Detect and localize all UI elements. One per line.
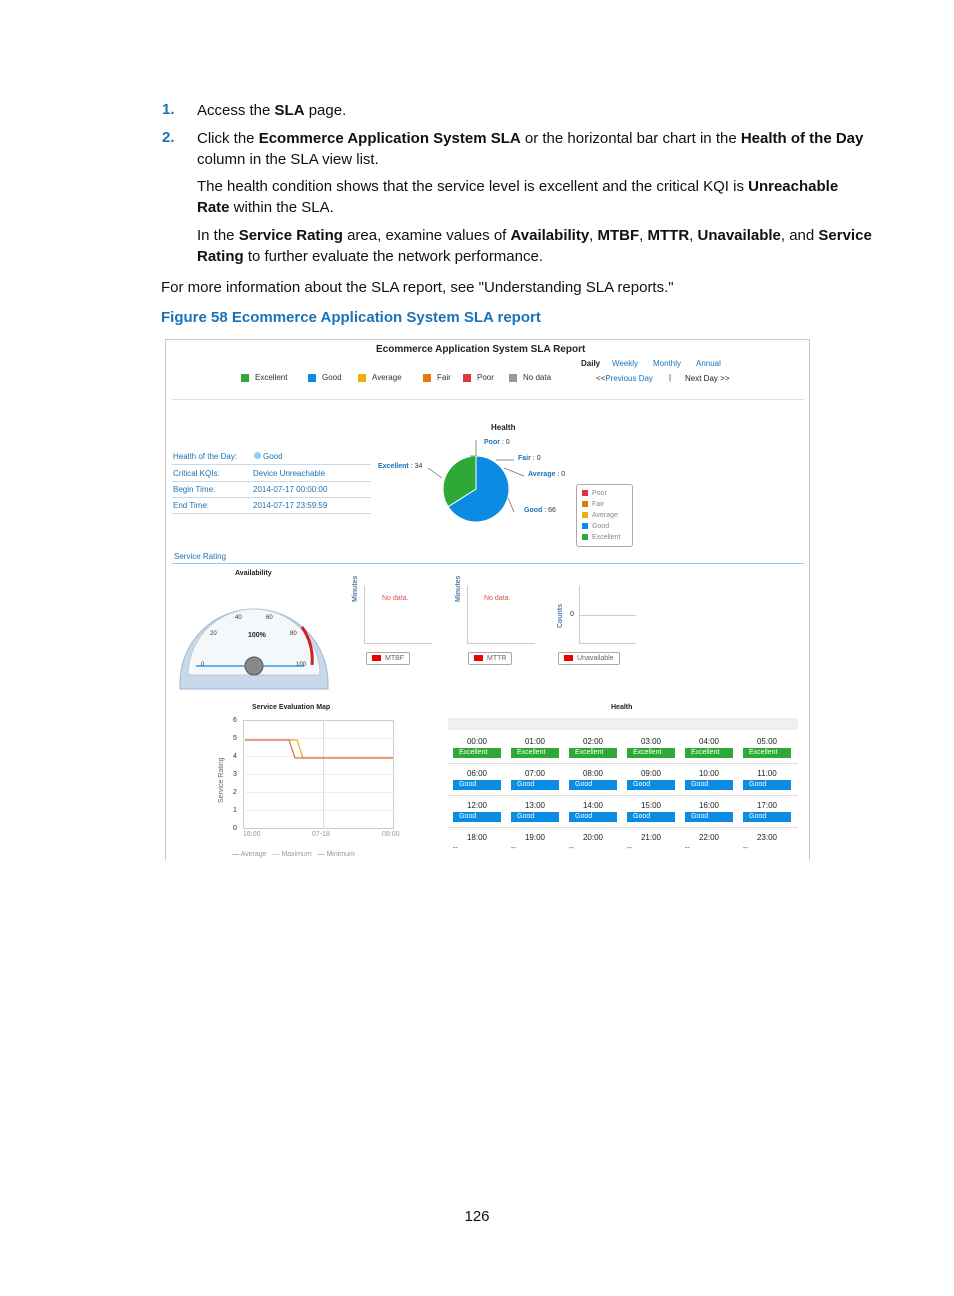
step-text-bold: SLA [274, 102, 305, 119]
period-annual[interactable]: Annual [696, 359, 721, 368]
hour-cell[interactable] [627, 801, 675, 822]
page-number: 126 [464, 1208, 490, 1225]
para-bold: Rating [197, 248, 244, 265]
period-daily[interactable]: Daily [581, 359, 601, 368]
eval-map-ylabel: Service Rating [218, 757, 225, 803]
para-part: In the [197, 227, 239, 244]
hour-status: Good [743, 780, 791, 790]
hour-time: 09:00 [640, 769, 662, 778]
pie-slices [443, 456, 509, 522]
legend-poor [463, 373, 494, 382]
hour-status: Excellent [685, 748, 733, 758]
hour-cell[interactable] [743, 737, 791, 758]
step-text-part: or the horizontal bar chart in the [520, 130, 741, 147]
hour-cell[interactable] [685, 737, 733, 758]
hour-time: 20:00 [582, 833, 604, 842]
hour-cell[interactable] [627, 769, 675, 790]
slice-value: 0 [505, 439, 510, 446]
gauge-tick: 80 [290, 631, 297, 637]
hour-status: Good [511, 780, 559, 790]
pie-legend-list [582, 488, 632, 543]
good-dot-icon [254, 452, 261, 459]
info-key: Critical KQIs: [173, 469, 220, 478]
step-text-part: Access the [197, 102, 275, 119]
para-bold: Unreachable [748, 178, 839, 195]
legend-label: Average [240, 851, 267, 858]
hour-time: 05:00 [756, 737, 778, 746]
legend-average [358, 373, 402, 382]
unavailable-legend [558, 652, 620, 665]
legend-label: Fair [437, 373, 451, 382]
hour-cell[interactable] [453, 769, 501, 790]
legend-label: Average [372, 373, 402, 382]
hour-time: 02:00 [582, 737, 604, 746]
info-key: Begin Time: [173, 485, 216, 494]
hour-cell[interactable] [453, 801, 501, 822]
hour-status: Excellent [743, 748, 791, 758]
unavailable-zero: 0 [570, 611, 574, 618]
hour-cell[interactable] [627, 737, 675, 758]
header-divider [172, 399, 804, 400]
health-grid-header [448, 718, 798, 730]
period-monthly[interactable]: Monthly [653, 359, 682, 368]
legend-label: Poor [592, 490, 607, 497]
slice-name: Poor [484, 439, 500, 446]
gauge-hub [245, 657, 263, 675]
eval-legend [232, 851, 355, 858]
hour-status: -- [627, 845, 632, 852]
period-weekly[interactable]: Weekly [612, 359, 639, 368]
legend-label: MTTR [487, 655, 507, 662]
unavailable-zero-line [580, 615, 636, 616]
hour-cell[interactable] [743, 833, 791, 854]
eval-map-plot [243, 720, 395, 832]
legend-swatch [358, 374, 366, 382]
hour-status: Good [453, 812, 501, 822]
info-divider [172, 464, 371, 465]
para-bold: Unavailable [697, 227, 781, 244]
pie-leader-line [508, 498, 514, 512]
hour-time: 06:00 [466, 769, 488, 778]
hour-time: 08:00 [582, 769, 604, 778]
step-text-part: Click the [197, 130, 259, 147]
pie-label-poor: Poor : 0 [484, 439, 510, 446]
legend-swatch [372, 655, 381, 661]
gauge-tick: 0 [201, 662, 205, 668]
eval-ytick: 5 [233, 735, 237, 742]
step-text-part: page. [304, 102, 347, 119]
average-legend-swatch: — [232, 851, 239, 858]
pie-legend-item [582, 499, 632, 510]
service-rating-heading: Service Rating [174, 552, 227, 561]
more-info-paragraph: For more information about the SLA report, see "Understanding SLA reports." [161, 279, 674, 296]
pie-legend-item [582, 521, 632, 532]
hour-status: Excellent [569, 748, 617, 758]
sla-report-screenshot [165, 339, 810, 860]
pie-label-fair: Fair : 0 [518, 455, 541, 462]
hour-cell[interactable] [511, 833, 559, 854]
next-day-label: Next Day [685, 374, 718, 383]
step-text-bold: Ecommerce Application System SLA [258, 130, 521, 147]
legend-label: MTBF [385, 655, 405, 662]
legend-swatch [308, 374, 316, 382]
legend-swatch [463, 374, 471, 382]
hour-status: Good [511, 812, 559, 822]
legend-label: Minimum [326, 851, 355, 858]
health-paragraph [197, 176, 877, 218]
hour-time: 01:00 [524, 737, 546, 746]
previous-day-link[interactable] [596, 374, 653, 383]
legend-label: Maximum [281, 851, 312, 858]
gauge-value: 100% [248, 632, 266, 639]
hour-row-divider [448, 827, 798, 828]
mtbf-ylabel: Minutes [352, 575, 359, 602]
legend-no-data [509, 373, 551, 382]
legend-label: No data [523, 373, 552, 382]
previous-day-label: Previous Day [605, 374, 653, 383]
legend-swatch [241, 374, 249, 382]
hour-status: -- [511, 845, 516, 852]
legend-label: Good [322, 373, 342, 382]
para-part: , [689, 227, 698, 244]
eval-ytick: 1 [233, 807, 237, 814]
para-part: , and [780, 227, 819, 244]
hour-status: -- [453, 845, 458, 852]
hour-cell[interactable] [569, 737, 617, 758]
info-divider [172, 481, 371, 482]
hour-cell[interactable] [453, 737, 501, 758]
info-key: Health of the Day: [173, 452, 238, 461]
para-bold: Service Rating [238, 227, 343, 244]
health-grid-title: Health [611, 704, 633, 711]
legend-label: Fair [592, 501, 605, 508]
step-text [197, 100, 346, 121]
slice-name: Average [528, 471, 556, 478]
hour-status: -- [685, 845, 690, 852]
availability-title: Availability [235, 570, 272, 577]
para-part: to further evaluate the network performance. [243, 248, 543, 265]
hour-cell[interactable] [511, 737, 559, 758]
eval-xtick: 08:00 [382, 831, 400, 838]
para-bold: Rate [197, 199, 230, 216]
hour-time: 03:00 [640, 737, 662, 746]
pie-label-average: Average : 0 [528, 471, 566, 478]
report-title: Ecommerce Application System SLA Report [376, 344, 586, 355]
slice-name: Good [524, 507, 543, 514]
slice-value: 0 [561, 471, 566, 478]
hour-cell[interactable] [685, 769, 733, 790]
hour-status: Good [743, 812, 791, 822]
para-part: area, examine values of [342, 227, 511, 244]
hour-cell[interactable] [569, 769, 617, 790]
eval-map-title: Service Evaluation Map [252, 704, 331, 711]
hour-time: 21:00 [640, 833, 662, 842]
hour-time: 19:00 [524, 833, 546, 842]
health-pie-chart [366, 430, 596, 530]
pie-legend-item [582, 510, 632, 521]
eval-xtick: 16:00 [243, 831, 261, 838]
hour-time: 17:00 [756, 801, 778, 810]
legend-swatch [423, 374, 431, 382]
mttr-legend [468, 652, 512, 665]
hour-time: 13:00 [524, 801, 546, 810]
step-text-bold: Health of the Day [740, 130, 864, 147]
info-value: 2014-07-17 00:00:00 [253, 485, 328, 494]
hour-cell[interactable] [511, 769, 559, 790]
legend-swatch [582, 523, 588, 529]
hour-time: 14:00 [582, 801, 604, 810]
minimum-legend-swatch: — [317, 851, 325, 858]
gauge-tick: 40 [235, 615, 242, 621]
para-part: within the SLA. [229, 199, 334, 216]
eval-ytick: 2 [233, 789, 237, 796]
hour-cell[interactable] [743, 801, 791, 822]
legend-label: Average [592, 512, 618, 519]
hour-status: -- [743, 845, 748, 852]
hour-cell[interactable] [569, 801, 617, 822]
hour-row-divider [448, 795, 798, 796]
legend-swatch [582, 534, 588, 540]
legend-label: Unavailable [577, 655, 614, 662]
step-text-part: column in the SLA view list. [197, 151, 379, 168]
info-divider [172, 497, 371, 498]
eval-ytick: 6 [233, 717, 237, 724]
info-value: 2014-07-17 23:59:59 [253, 501, 328, 510]
info-divider [172, 513, 371, 514]
next-day-link[interactable] [685, 374, 729, 383]
hour-time: 12:00 [466, 801, 488, 810]
step-text [197, 128, 877, 170]
hour-time: 07:00 [524, 769, 546, 778]
hour-cell[interactable] [685, 801, 733, 822]
legend-label: Excellent [255, 373, 288, 382]
unavailable-ylabel: Counts [557, 603, 564, 628]
legend-label: Good [592, 523, 610, 530]
hour-status: Good [685, 780, 733, 790]
hour-status: Good [569, 780, 617, 790]
pie-legend [576, 484, 633, 547]
hour-time: 15:00 [640, 801, 662, 810]
mttr-no-data: No data. [484, 595, 511, 602]
mtbf-no-data: No data. [382, 595, 409, 602]
nav-separator: | [669, 373, 672, 382]
legend-swatch [582, 490, 588, 496]
figure-caption: Figure 58 Ecommerce Application System SLA report [161, 309, 541, 326]
para-part: , [589, 227, 598, 244]
legend-swatch [582, 501, 588, 507]
hour-time: 04:00 [698, 737, 720, 746]
eval-ytick: 0 [233, 825, 237, 832]
maximum-legend-swatch: — [272, 851, 280, 858]
gauge-tick: 100 [296, 662, 307, 668]
hour-time: 00:00 [466, 737, 488, 746]
hour-status: Good [453, 780, 501, 790]
pie-legend-item [582, 532, 632, 543]
hour-time: 18:00 [466, 833, 488, 842]
hour-status: -- [569, 845, 574, 852]
info-key: End Time: [173, 501, 210, 510]
legend-swatch [509, 374, 517, 382]
legend-label: Poor [477, 373, 494, 382]
hour-cell[interactable] [569, 833, 617, 854]
legend-label: Excellent [592, 534, 621, 541]
eval-ytick: 3 [233, 771, 237, 778]
pie-leader-line [504, 468, 524, 476]
prev-arrows-icon: << [596, 374, 606, 383]
legend-swatch [582, 512, 588, 518]
step-number: 2. [162, 129, 175, 146]
hour-status: Good [685, 812, 733, 822]
pie-legend-item [582, 488, 632, 499]
info-health-value [254, 452, 283, 461]
hour-cell[interactable] [453, 833, 501, 854]
para-bold: MTBF [597, 227, 640, 244]
legend-good [308, 373, 342, 382]
eval-ytick: 4 [233, 753, 237, 760]
mttr-ylabel: Minutes [455, 575, 462, 602]
slice-name: Fair [518, 455, 531, 462]
slice-value: 66 [548, 507, 556, 514]
eval-xtick: 07-18 [312, 831, 330, 838]
hour-time: 16:00 [698, 801, 720, 810]
service-rating-divider [172, 563, 804, 564]
rating-paragraph [197, 225, 877, 267]
hour-status: Excellent [511, 748, 559, 758]
hour-cell[interactable] [511, 801, 559, 822]
legend-swatch [564, 655, 573, 661]
hour-time: 10:00 [698, 769, 720, 778]
next-arrows-icon: >> [720, 374, 730, 383]
gauge-tick: 60 [266, 615, 273, 621]
hour-cell[interactable] [627, 833, 675, 854]
pie-label-good: Good : 66 [524, 507, 556, 514]
hour-time: 11:00 [757, 769, 777, 778]
hour-time: 23:00 [756, 833, 778, 842]
info-value: Good [263, 452, 283, 461]
hour-cell[interactable] [743, 769, 791, 790]
hour-status: Good [627, 812, 675, 822]
legend-swatch [474, 655, 483, 661]
para-part: , [639, 227, 648, 244]
slice-value: 34 [414, 463, 423, 470]
para-bold: Availability [510, 227, 590, 244]
legend-excellent [241, 373, 287, 382]
para-bold: MTTR [647, 227, 690, 244]
pie-leader-line [428, 468, 442, 478]
hour-status: Good [627, 780, 675, 790]
pie-label-excellent: Excellent : 34 [378, 463, 423, 470]
legend-fair [423, 373, 451, 382]
para-part: The health condition shows that the service level is excellent and the critical KQI is [197, 178, 749, 195]
pie-title: Health [491, 423, 516, 432]
info-value: Device Unreachable [253, 469, 326, 478]
hour-status: Good [569, 812, 617, 822]
hour-time: 22:00 [698, 833, 720, 842]
hour-cell[interactable] [685, 833, 733, 854]
mtbf-legend [366, 652, 410, 665]
hour-row-divider [448, 763, 798, 764]
para-bold: Service [818, 227, 872, 244]
slice-name: Excellent [378, 463, 409, 470]
hour-status: Excellent [453, 748, 501, 758]
slice-value: 0 [536, 455, 541, 462]
hour-status: Excellent [627, 748, 675, 758]
step-number: 1. [162, 101, 175, 118]
gauge-tick: 20 [210, 631, 217, 637]
